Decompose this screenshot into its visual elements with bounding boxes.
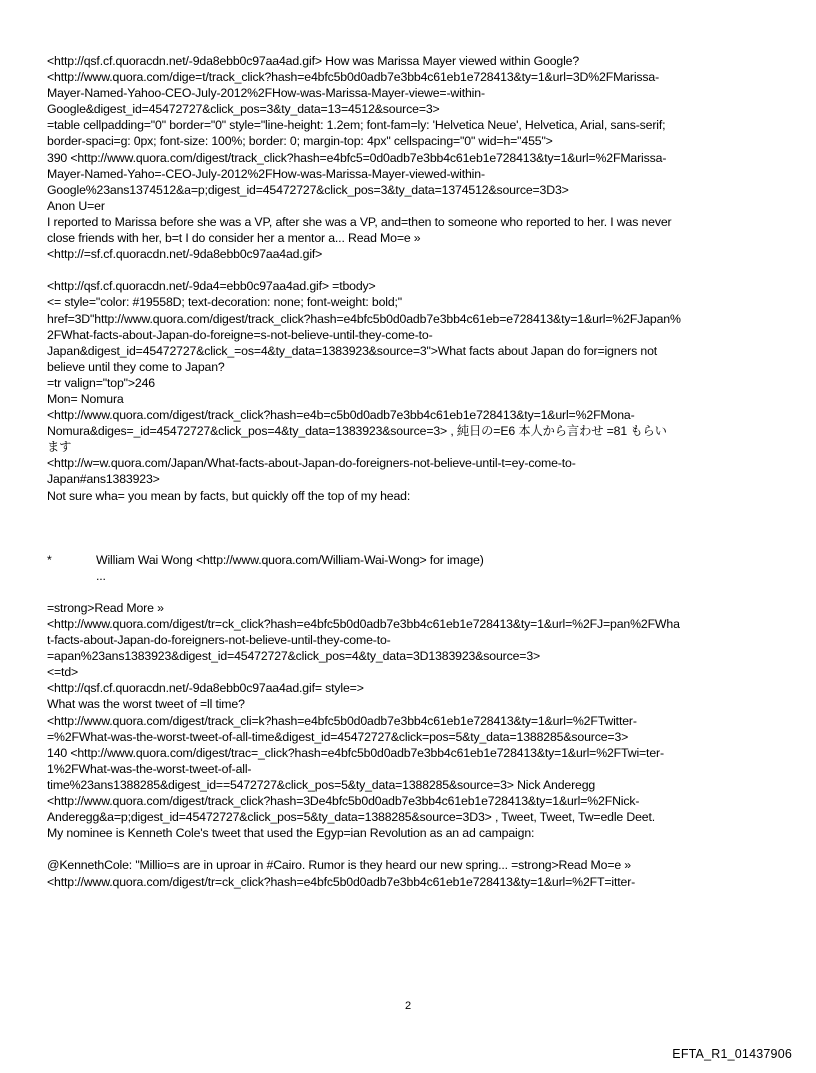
ellipsis: ... <box>96 568 106 583</box>
text-line: =tr valign="top">246 <box>47 375 155 390</box>
text-line: <http://w=w.quora.com/Japan/What-facts-about-Japan-do-foreigners-not-believe-until-t=ey-come-to- <box>47 456 576 471</box>
text-line: I reported to Marissa before she was a VP, after she was a VP, and=then to someone who reported to her. I was never <box>47 214 672 229</box>
text-line: 140 <http://www.quora.com/digest/trac=_click?hash=e4bfc5b0d0adb7e3bb4c61eb1e728413&ty=1&url=%2FTwi=ter- <box>47 745 664 760</box>
text-line: Japan&digest_id=45472727&click_=os=4&ty_data=1383923&source=3">What facts about Japan do for=igners not <box>47 343 658 358</box>
text-line: ます <box>47 440 72 455</box>
text-line: <http://www.quora.com/digest/tr=ck_click?hash=e4bfc5b0d0adb7e3bb4c61eb1e728413&ty=1&url=%2FJ=pan%2FWha <box>47 617 680 631</box>
text-line: Google%23ans1374512&a=p;digest_id=45472727&click_pos=3&ty_data=1374512&source=3D3> <box>47 182 569 197</box>
text-line: =apan%23ans1383923&digest_id=45472727&click_pos=4&ty_data=3D1383923&source=3> <box>47 649 541 664</box>
text-line: close friends with her, b=t I do consider her a mentor a... Read Mo=e » <box>47 231 421 246</box>
bates-number: EFTA_R1_01437906 <box>672 1047 792 1061</box>
text-line: <http://www.quora.com/digest/track_click?hash=3De4bfc5b0d0adb7e3bb4c61eb1e728413&ty=1&url=%2FNick- <box>47 794 640 809</box>
text-line: =table cellpadding="0" border="0" style="line-height: 1.2em; font-fam=ly: 'Helvetica Neue', Helvetica, Arial, sans-serif; <box>47 118 666 133</box>
text-line: 1%2FWhat-was-the-worst-tweet-of-all- <box>47 761 252 776</box>
text-line: Japan#ans1383923> <box>47 472 160 487</box>
text-line: Anderegg&a=p;digest_id=45472727&click_pos=5&ty_data=1388285&source=3D3> , Tweet, Tweet, Tw=edle Deet. <box>47 810 656 825</box>
text-line: <http://qsf.cf.quoracdn.net/-9da4=ebb0c97aa4ad.gif> =tbody> <box>47 279 376 294</box>
text-line: @KennethCole: "Millio=s are in uproar in #Cairo. Rumor is they heard our new spring... =strong>Read Mo=e » <box>47 858 631 873</box>
text-line: <http://www.quora.com/dige=t/track_click?hash=e4bfc5b0d0adb7e3bb4c61eb1e728413&ty=1&url=3D%2FMarissa- <box>47 70 660 85</box>
text-line: border-spaci=g: 0px; font-size: 100%; border: 0; margin-top: 4px" cellspacing="0" wid=h="455"> <box>47 134 553 149</box>
text-line: Mayer-Named-Yahoo-CEO-July-2012%2FHow-was-Marissa-Mayer-viewe=-within- <box>47 86 485 101</box>
text-line: <http://www.quora.com/digest/track_cli=k?hash=e4bfc5b0d0adb7e3bb4c61eb1e728413&ty=1&url=%2FTwitter- <box>47 713 637 728</box>
blank-line <box>47 262 785 278</box>
blank-line <box>47 841 785 857</box>
text-line: believe until they come to Japan? <box>47 359 225 374</box>
text-line: href=3D"http://www.quora.com/digest/track_click?hash=e4bfc5b0d0adb7e3bb4c61eb=e728413&ty=1&url=%2FJapan% <box>47 311 681 326</box>
text-line: Mayer-Named-Yaho=-CEO-July-2012%2FHow-was-Marissa-Mayer-viewed-within- <box>47 166 485 181</box>
text-line: <= style="color: #19558D; text-decoration: none; font-weight: bold;" <box>47 295 403 310</box>
text-line: time%23ans1388285&digest_id==5472727&click_pos=5&ty_data=1388285&source=3> Nick Anderegg <box>47 777 596 792</box>
text-line: My nominee is Kenneth Cole's tweet that used the Egyp=ian Revolution as an ad campaign: <box>47 826 535 841</box>
text-line: <=td> <box>47 665 79 680</box>
text-line: <http://www.quora.com/digest/tr=ck_click?hash=e4bfc5b0d0adb7e3bb4c61eb1e728413&ty=1&url=%2FT=itter- <box>47 874 636 889</box>
text-line: 390 <http://www.quora.com/digest/track_click?hash=e4bfc5=0d0adb7e3bb4c61eb1e728413&ty=1&url=%2FMarissa- <box>47 150 667 165</box>
bullet-item <box>47 552 785 568</box>
text-line: <http://qsf.cf.quoracdn.net/-9da8ebb0c97aa4ad.gif> How was Marissa Mayer viewed within Google? <box>47 54 580 68</box>
text-line: Not sure wha= you mean by facts, but quickly off the top of my head: <box>47 488 411 503</box>
bullet-text: William Wai Wong <http://www.quora.com/William-Wai-Wong> for image) <box>96 552 484 567</box>
text-line: <http://qsf.cf.quoracdn.net/-9da8ebb0c97aa4ad.gif= style=> <box>47 681 364 696</box>
page-number: 2 <box>404 1000 412 1012</box>
text-line: Mon= Nomura <box>47 391 124 406</box>
text-line: Anon U=er <box>47 198 105 213</box>
blank-space <box>47 504 785 552</box>
bullet-marker: * <box>47 552 52 567</box>
text-line: Google&digest_id=45472727&click_pos=3&ty_data=13=4512&source=3> <box>47 102 440 117</box>
text-line: What was the worst tweet of =ll time? <box>47 697 245 712</box>
text-line: 2FWhat-facts-about-Japan-do-foreigne=s-not-believe-until-they-come-to- <box>47 327 433 342</box>
text-line: =%2FWhat-was-the-worst-tweet-of-all-time&digest_id=45472727&click=pos=5&ty_data=1388285&source=3> <box>47 729 629 744</box>
blank-line <box>47 584 785 600</box>
email-body-text <box>47 53 785 890</box>
text-line: <http://=sf.cf.quoracdn.net/-9da8ebb0c97aa4ad.gif> <box>47 247 323 262</box>
text-line: =strong>Read More » <box>47 600 164 615</box>
text-line: Nomura&diges=_id=45472727&click_pos=4&ty_data=1383923&source=3> , 純日の=E6 本人から言わせ =81 もらい <box>47 424 667 439</box>
text-line: <http://www.quora.com/digest/track_click?hash=e4b=c5b0d0adb7e3bb4c61eb1e728413&ty=1&url=%2FMona- <box>47 408 635 423</box>
text-line: t-facts-about-Japan-do-foreigners-not-believe-until-they-come-to- <box>47 633 391 648</box>
